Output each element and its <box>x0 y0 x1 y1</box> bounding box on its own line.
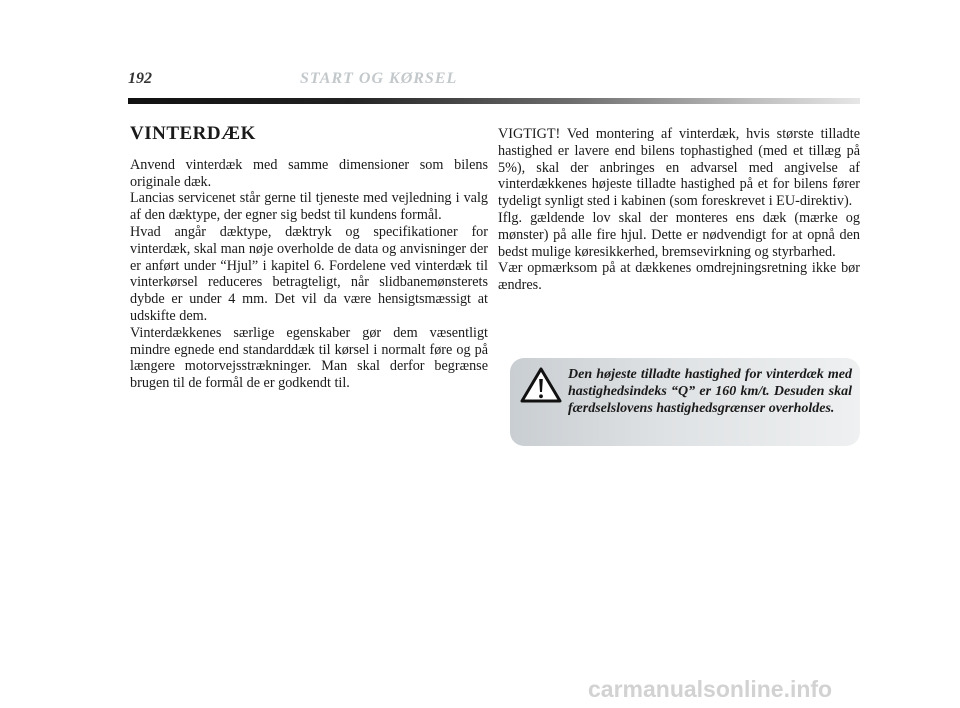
paragraph: Vær opmærksom på at dækkenes omdrejningsretning ikke bør ændres. <box>498 260 860 294</box>
paragraph: Vinterdækkenes særlige egenskaber gør dem væsentligt mindre egnede end standarddæk til kørsel i normalt føre og på længere motorvejsstrækninger. Man skal derfor begrænse brugen til de formål de er godkendt til. <box>130 324 488 392</box>
paragraph: VIGTIGT! Ved montering af vinterdæk, hvis største tilladte hastighed er lavere end bilens tophastighed (med et tillæg på 5%), skal der anbringes en advarsel med angivelse af vinterdækkenes højeste tilladte hastighed på et for bilens fører tydeligt synligt sted i kabinen (som foreskrevet i EU-direktiv). <box>498 126 860 210</box>
header-rule <box>128 98 860 104</box>
running-head: START OG KØRSEL <box>300 70 458 87</box>
left-column <box>130 124 488 392</box>
warning-box <box>510 358 860 446</box>
paragraph: Anvend vinterdæk med samme dimensioner som bilens originale dæk. <box>130 156 488 190</box>
page-number: 192 <box>128 70 152 87</box>
watermark: carmanualsonline.info <box>588 676 833 702</box>
right-column <box>498 126 860 294</box>
paragraph: Iflg. gældende lov skal der monteres ens dæk (mærke og mønster) på alle fire hjul. Dette er nødvendigt for at opnå den bedst mulige køresikkerhed, bremsevirkning og styrbarhed. <box>498 209 860 260</box>
paragraph: Hvad angår dæktype, dæktryk og specifikationer for vinterdæk, skal man nøje overholde de data og anvisninger der er anført under “Hjul” i kapitel 6. Fordelene ved vinterdæk til vinterkørsel reduceres betragteligt, når slidbanemønsterets dybde er under 4 mm. Det vil da være hensigtsmæssigt at udskifte dem. <box>130 223 488 324</box>
warning-text: Den højeste tilladte hastighed for vinterdæk med hastighedsindeks “Q” er 160 km/t. Desuden skal færdselslovens hastighedsgrænser overholdes. <box>568 367 852 416</box>
paragraph: Lancias servicenet står gerne til tjeneste med vejledning i valg af den dæktype, der egner sig bedst til kundens formål. <box>130 190 488 224</box>
section-heading: VINTERDÆK <box>130 123 256 144</box>
